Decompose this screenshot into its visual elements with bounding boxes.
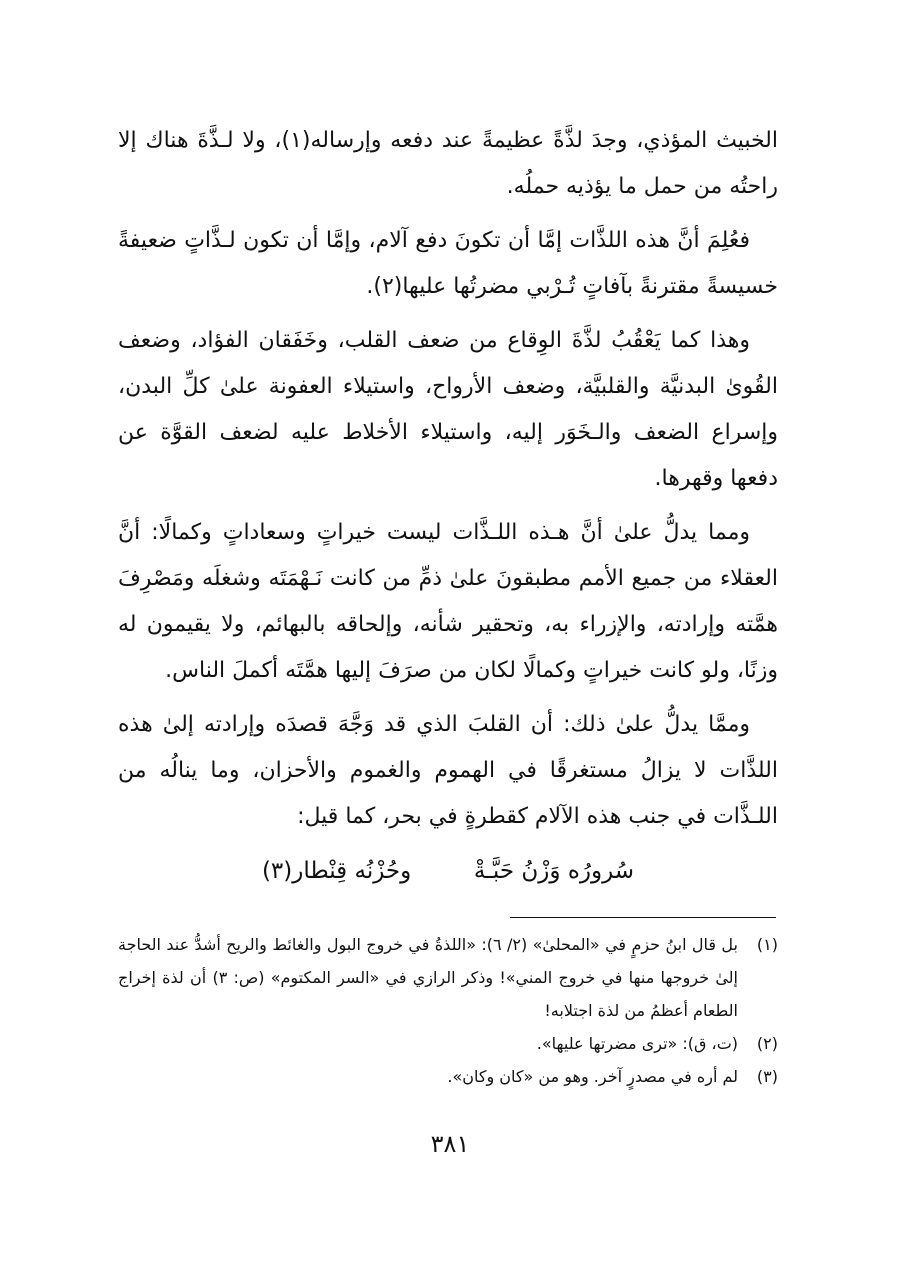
- verse-first-hemistich: سُرورُه وَزْنُ حَبَّـةْ: [473, 858, 635, 884]
- footnote-marker: (١): [756, 935, 778, 954]
- paragraph-5: وممَّا يدلُّ علىٰ ذلك: أن القلبَ الذي قد وَجَّهَ قصدَه وإرادته إلىٰ هذه اللذَّات لا يزالُ مستغرقًا في الهموم والغموم والأحزان، وما ينالُه من اللـذَّات في جنب هذه الآلام كقطرةٍ في بحر، كما قيل:: [118, 712, 778, 829]
- footnote-text: (ت، ق): «ترى مضرتها عليها».: [536, 1034, 738, 1053]
- footnote-1: [118, 928, 778, 1027]
- verse-second-hemistich: وحُزْنُه قِنْطار(٣): [261, 858, 412, 884]
- paragraph-4: ومما يدلُّ علىٰ أنَّ هـذه اللـذَّات ليست خيراتٍ وسعاداتٍ وكمالًا: أنَّ العقلاء من جميع الأمم مطبقونَ علىٰ ذمِّ من كانت نَـهْمَتَه وشغلَه ومَصْرِفَ همَّته وإرادته، والإزراء به، وتحقير شأنه، وإلحاقه بالبهائم، ولا يقيمون له وزنًا، ولو كانت خيراتٍ وكمالًا لكان من صرَفَ إليها همَّتَه أكملَ الناس.: [118, 520, 778, 683]
- paragraph-3: وهذا كما يَعْقُبُ لذَّةَ الوِقاع من ضعف القلب، وخَفَقان الفؤاد، وضعف القُوىٰ البدنيَّة والقلبيَّة، وضعف الأرواح، واستيلاء العفونة علىٰ كلِّ البدن، وإسراع الضعف والـخَوَر إليه، واستيلاء الأخلاط عليه لضعف القوَّة عن دفعها وقهرها.: [118, 328, 778, 491]
- footnote-2: [118, 1027, 778, 1060]
- poetry-verse: [118, 848, 778, 894]
- footnote-text: بل قال ابنُ حزمٍ في «المحلىٰ» (٢/ ٦): «اللذةُ في خروج البول والغائط والريح أشدُّ عند الحاجة إلىٰ خروجها منها في خروج المني»! وذكر الرازي في «السر المكتوم» (ص: ٣) أن لذة إخراج الطعام أعظمُ من لذة اجتلابه!: [118, 935, 739, 1020]
- footnote-marker: (٣): [756, 1067, 778, 1086]
- page-number: ٣٨١: [430, 1130, 470, 1158]
- footnote-separator: [510, 917, 776, 918]
- paragraph-2: فعُلِمَ أنَّ هذه اللذَّات إمَّا أن تكونَ دفع آلام، وإمَّا أن تكون لـذَّاتٍ ضعيفةً خسيسةً مقترنةً بآفاتٍ تُـرْبي مضرتُها عليها(٢).: [118, 228, 778, 299]
- footnotes: [118, 928, 778, 1093]
- footnote-3: [118, 1060, 778, 1093]
- page-body: [118, 118, 778, 894]
- footnote-text: لم أره في مصدرٍ آخر. وهو من «كان وكان».: [447, 1067, 738, 1086]
- main-text: [118, 118, 778, 840]
- footnote-marker: (٢): [756, 1034, 778, 1053]
- paragraph-1: الخبيث المؤذي، وجدَ لذَّةً عظيمةً عند دفعه وإرساله(١)، ولا لـذَّةَ هناك إلا راحتُه من حمل ما يؤذيه حملُه.: [118, 128, 778, 199]
